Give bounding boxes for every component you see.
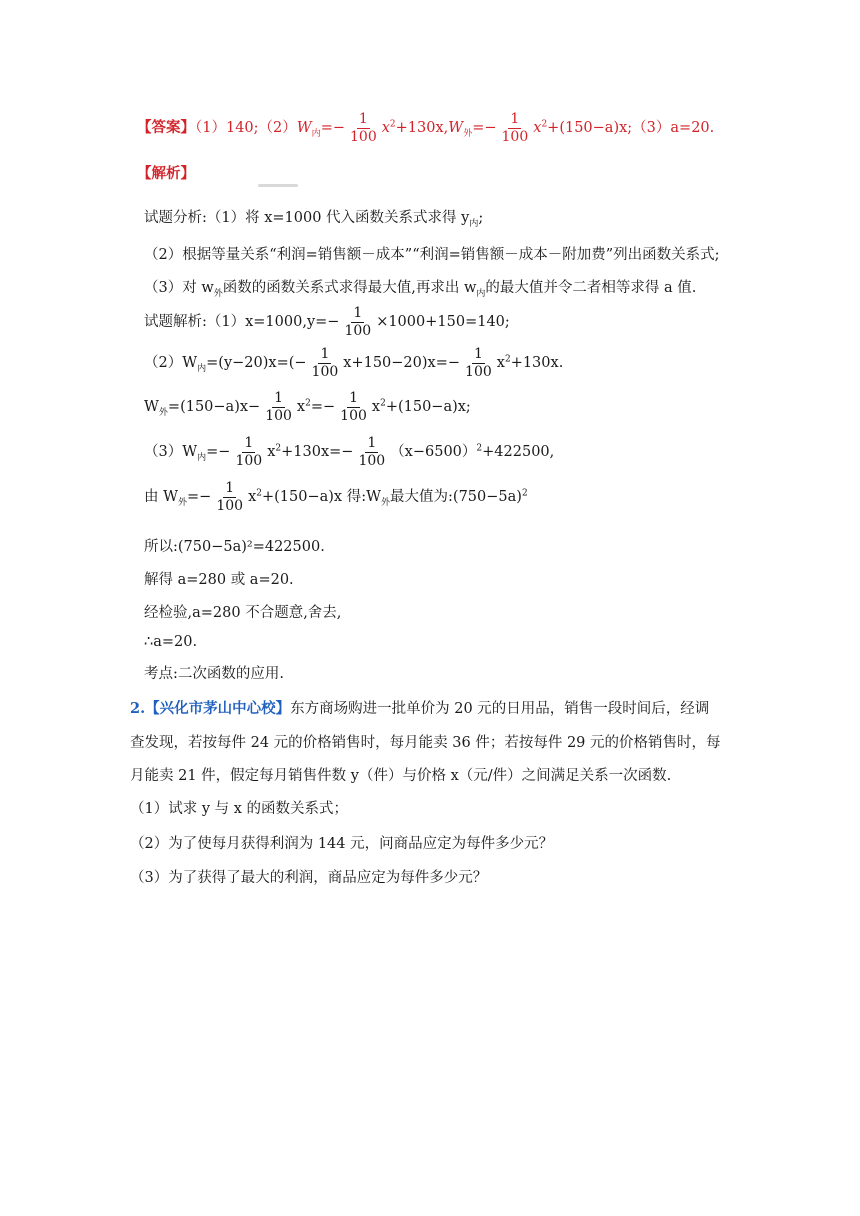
- question-line-1: 2.【兴化市茅山中心校】东方商场购进一批单价为 20 元的日用品，销售一段时间后，经调: [130, 700, 710, 717]
- scan-smudge: [258, 184, 298, 187]
- solution-line-2: $(2)W_内=(y-20)x=(-$ $\frac{1}{100}$ x+150−20)x=− $\frac{1}{100}$ $x^2+130x$.: [144, 346, 564, 380]
- question-part-2: （2）为了使每月获得利润为 144 元，问商品应定为每件多少元？: [130, 836, 554, 852]
- topic-line: 考点:二次函数的应用.: [144, 666, 284, 682]
- question-part-3: （3）为了获得了最大的利润，商品应定为每件多少元？: [130, 870, 488, 886]
- question-source: 【兴化市茅山中心校】: [145, 700, 291, 717]
- fraction: $\frac{1}{100}$: [344, 305, 372, 339]
- analysis-line-3: （3）对 $w_外$函数的函数关系式求得最大值,再求出 $w_内$的最大值并令二者相等求得 a 值.: [144, 280, 697, 299]
- solution-line-7: 解得 a=280 或 a=20.: [144, 572, 294, 588]
- solution-line-8: 经检验,a=280 不合题意,舍去,: [144, 605, 342, 621]
- solution-line-4: $(3)W_内=-$ $\frac{1}{100}$ $x^2+130x=-$ $\frac{1}{100}$ $(x-6500)^2+422500$,: [144, 435, 555, 469]
- fraction: $\frac{1}{100}$: [350, 111, 377, 145]
- fraction: $\frac{1}{100}$: [501, 111, 529, 145]
- solution-line-5: 由 $W_外=-$ $\frac{1}{100}$ $x^2+(150-a)x$ 得$:W_外$最大值为$:(750-5a)^2$: [144, 480, 528, 514]
- solution-line-6: 所以:(750−5a)²=422500.: [144, 539, 325, 555]
- answer-part1: （1）140;（2）: [195, 120, 297, 137]
- solution-line-3: $W_外=(150-a)x-$ $\frac{1}{100}$ $x^2=-$ $\frac{1}{100}$ $x^2+(150-a)x$;: [144, 390, 471, 424]
- question-part-1: （1）试求 y 与 x 的函数关系式；: [130, 801, 349, 817]
- question-number: 2.: [130, 700, 146, 717]
- question-line-2: 查发现，若按每件 24 元的价格销售时，每月能卖 36 件；若按每件 29 元的价格销售时，每: [130, 735, 721, 751]
- analysis-tag: 【解析】: [137, 165, 195, 182]
- analysis-line-1: 试题分析:（1）将 x=1000 代入函数关系式求得 $y_内$;: [144, 210, 484, 229]
- question-line-3: 月能卖 21 件，假定每月销售件数 y（件）与价格 x（元/件）之间满足关系一次函数.: [130, 768, 672, 784]
- solution-line-1: 试题解析:（1）x=1000,y=− $\frac{1}{100}$ ×1000+150=140;: [144, 305, 510, 339]
- answer-tag: 【答案】: [137, 119, 195, 137]
- answer-line: 【答案】$(1)140;(2)W_内=-$ $\frac{1}{100}$ $x^2+130x,W_外=-$ $\frac{1}{100}$ $x^2+(150-a)x;(3)a=20$.: [137, 111, 715, 145]
- solution-line-9: ∴a=20.: [144, 634, 198, 650]
- analysis-line-2: （2）根据等量关系“利润=销售额－成本”“利润=销售额－成本－附加费”列出函数关系式;: [144, 247, 720, 263]
